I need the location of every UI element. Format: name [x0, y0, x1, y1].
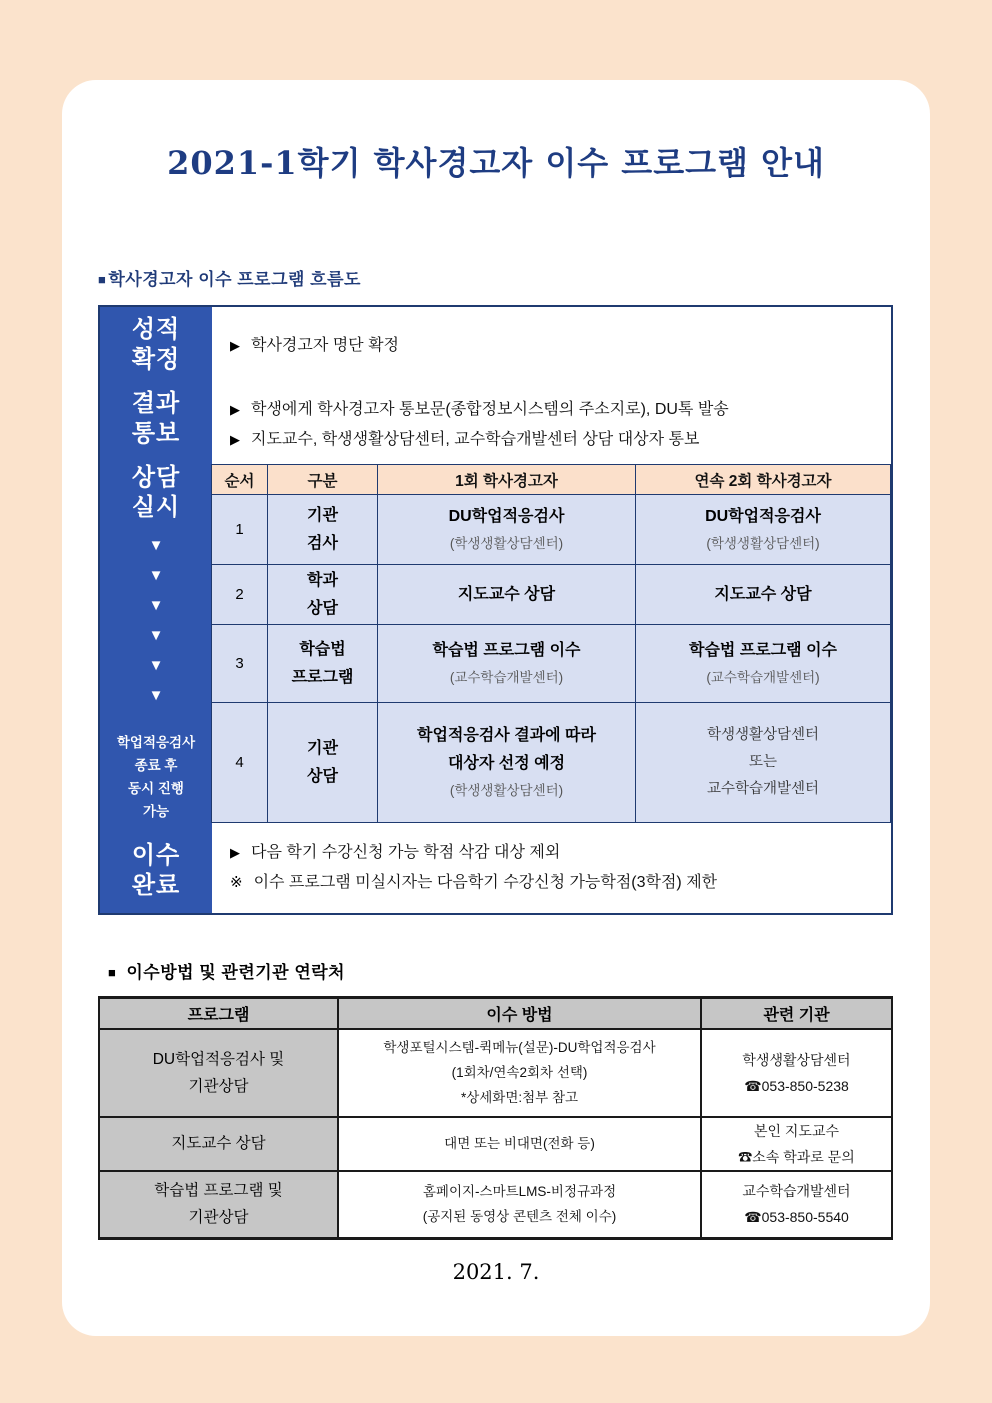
method-line: (공지된 동영상 콘텐츠 전체 이수): [422, 1209, 617, 1225]
method-line: 대면 또는 비대면(전화 등): [444, 1136, 595, 1151]
program-line: 기관상담: [188, 1077, 249, 1095]
bullet-arrow-icon: ▶: [230, 431, 240, 447]
stage-notice-label: [100, 389, 212, 449]
contact-table: [98, 996, 893, 1240]
flow-item: [230, 425, 891, 455]
row-first-warning: [378, 495, 636, 565]
contact-header-org: 관련 기관: [701, 998, 892, 1029]
table-row: [99, 1171, 892, 1239]
contact-header-program: 프로그램: [99, 998, 338, 1029]
program-cell: [99, 1029, 338, 1117]
flow-row-notice: [212, 385, 891, 464]
row-type: [268, 495, 378, 565]
contact-section-heading: [108, 958, 345, 983]
footer-date: 2021. 7.: [452, 1260, 540, 1284]
cell-plain-text: 또는: [748, 754, 777, 770]
row-type: [268, 703, 378, 823]
table-row: [212, 703, 891, 823]
consult-header-no: 순서: [212, 465, 268, 495]
cell-sub-text: (학생생활상담센터): [449, 535, 564, 551]
org-name-line: 교수학습개발센터: [742, 1183, 851, 1200]
down-arrow-icon: ▼: [148, 567, 164, 584]
cell-main-text: 학습법 프로그램 이수: [689, 641, 837, 659]
cell-main-text: 학습법 프로그램 이수: [432, 641, 581, 659]
cell-plain-text: 학생생활상담센터: [706, 727, 820, 743]
stage-complete-label: [100, 841, 212, 901]
row-type-line: 학과: [307, 571, 338, 589]
program-cell: [99, 1171, 338, 1239]
down-arrow-icon: ▼: [148, 627, 164, 644]
flow-item-text: 학사경고자 명단 확정: [251, 337, 399, 354]
consult-table-header-row: [212, 465, 891, 495]
org-cell: [701, 1117, 892, 1171]
cell-plain-text: 교수학습개발센터: [706, 781, 820, 797]
contact-table-header-row: [99, 998, 892, 1029]
cell-sub-text: (교수학습개발센터): [706, 669, 820, 685]
flow-item-text: 이수 프로그램 미실시자는 다음학기 수강신청 가능학점(3학점) 제한: [253, 873, 718, 891]
flow-item-text: 다음 학기 수강신청 가능 학점 삭감 대상 제외: [251, 843, 561, 861]
flow-section-heading: [98, 265, 361, 290]
org-cell: [701, 1029, 892, 1117]
row-second-warning: [636, 625, 891, 703]
program-line: DU학업적응검사 및: [152, 1050, 285, 1068]
stage-consult-note-line3: 동시 진행: [128, 781, 184, 796]
page-title: 2021-1학기 학사경고자 이수 프로그램 안내: [167, 144, 825, 182]
cell-main-text: 대상자 선정 예정: [447, 754, 566, 772]
org-phone-line: ☎053-850-5540: [744, 1209, 849, 1226]
flow-item: [230, 331, 891, 361]
down-arrow-icon: ▼: [148, 687, 164, 704]
stage-grade-line1: 성적: [131, 316, 181, 343]
square-bullet-icon: ■: [98, 272, 107, 287]
table-row: [212, 495, 891, 565]
row-second-warning: [636, 495, 891, 565]
consult-header-second: 연속 2회 학사경고자: [636, 465, 891, 495]
program-cell: [99, 1117, 338, 1171]
flow-row-grade: [212, 307, 891, 385]
document-card: [62, 80, 930, 1336]
row-first-warning: [378, 703, 636, 823]
flow-item: [230, 838, 891, 868]
method-line: 학생포털시스템-퀵메뉴(설문)-DU학업적응검사: [383, 1040, 656, 1055]
program-line: 학습법 프로그램 및: [154, 1182, 283, 1200]
cell-main-text: 지도교수 상담: [714, 585, 812, 603]
cell-sub-text: (교수학습개발센터): [449, 669, 564, 685]
stage-complete-line2: 완료: [131, 872, 181, 899]
consult-header-type: 구분: [268, 465, 378, 495]
flow-arrows: [100, 531, 212, 711]
table-row: [99, 1029, 892, 1117]
stage-grade-label: [100, 315, 212, 375]
row-first-warning: [378, 565, 636, 625]
stage-consult-note: [100, 731, 212, 823]
row-no: 3: [212, 625, 268, 703]
stage-consult-label: [100, 463, 212, 523]
stage-complete-line1: 이수: [131, 842, 181, 869]
flow-section-heading-label: 학사경고자 이수 프로그램 흐름도: [108, 270, 361, 289]
stage-consult-line2: 실시: [131, 494, 181, 521]
method-cell: [338, 1117, 701, 1171]
bullet-arrow-icon: ▶: [230, 401, 240, 417]
method-cell: [338, 1171, 701, 1239]
row-second-warning: [636, 565, 891, 625]
method-line: *상세화면:첨부 참고: [460, 1090, 579, 1105]
square-bullet-icon: ■: [108, 965, 117, 980]
row-type-line: 프로그램: [291, 668, 354, 686]
row-type-line: 상담: [307, 599, 338, 617]
cell-main-text: 학업적응검사 결과에 따라: [417, 726, 596, 744]
method-line: (1회차/연속2회차 선택): [451, 1065, 588, 1080]
bullet-arrow-icon: ▶: [230, 844, 240, 860]
flow-item: [230, 395, 891, 425]
cell-main-text: DU학업적응검사: [448, 507, 565, 525]
flow-item: [230, 868, 891, 898]
row-first-warning: [378, 625, 636, 703]
reference-mark-icon: ※: [230, 873, 243, 891]
stage-grade-line2: 확정: [131, 346, 181, 373]
row-type: [268, 565, 378, 625]
org-phone-line: ☎053-850-5238: [744, 1077, 849, 1094]
row-type-line: 검사: [307, 534, 338, 552]
org-name-line: 학생생활상담센터: [742, 1051, 851, 1068]
row-type-line: 학습법: [299, 640, 346, 658]
row-type-line: 기관: [307, 739, 338, 757]
flow-table: [98, 305, 893, 915]
cell-main-text: 지도교수 상담: [457, 585, 556, 603]
contact-section-heading-label: 이수방법 및 관련기관 연락처: [126, 963, 346, 982]
stage-consult-note-line1: 학업적응검사: [116, 735, 196, 750]
cell-main-text: DU학업적응검사: [705, 507, 821, 525]
stage-consult-note-line2: 종료 후: [134, 758, 178, 773]
method-cell: [338, 1029, 701, 1117]
table-row: [99, 1117, 892, 1171]
row-no: 2: [212, 565, 268, 625]
consult-table: [211, 464, 891, 823]
org-phone-line: ☎소속 학과로 문의: [738, 1148, 855, 1165]
table-row: [212, 625, 891, 703]
org-cell: [701, 1171, 892, 1239]
row-second-warning: [636, 703, 891, 823]
contact-header-method: 이수 방법: [338, 998, 701, 1029]
flow-item-text: 지도교수, 학생생활상담센터, 교수학습개발센터 상담 대상자 통보: [251, 430, 700, 448]
stage-notice-line2: 통보: [131, 420, 181, 447]
stage-consult-note-line4: 가능: [142, 804, 170, 819]
row-type: [268, 625, 378, 703]
down-arrow-icon: ▼: [148, 537, 164, 554]
program-line: 지도교수 상담: [171, 1135, 266, 1152]
cell-sub-text: (학생생활상담센터): [449, 782, 564, 798]
flow-stage-bar: [100, 307, 212, 913]
flow-content: [212, 307, 891, 913]
row-no: 4: [212, 703, 268, 823]
table-row: [212, 565, 891, 625]
program-line: 기관상담: [188, 1209, 249, 1227]
org-name-line: 본인 지도교수: [753, 1122, 840, 1139]
down-arrow-icon: ▼: [148, 657, 164, 674]
row-no: 1: [212, 495, 268, 565]
flow-row-complete: [212, 822, 891, 913]
consult-header-first: 1회 학사경고자: [378, 465, 636, 495]
bullet-arrow-icon: ▶: [230, 338, 240, 353]
flow-item-text: 학생에게 학사경고자 통보문(종합정보시스템의 주소지로), DU톡 발송: [251, 400, 729, 418]
stage-notice-line1: 결과: [131, 390, 181, 417]
row-type-line: 기관: [307, 506, 338, 524]
method-line: 홈페이지-스마트LMS-비정규과정: [422, 1184, 617, 1200]
row-type-line: 상담: [307, 767, 338, 785]
down-arrow-icon: ▼: [148, 597, 164, 614]
stage-consult-line1: 상담: [131, 464, 181, 491]
cell-sub-text: (학생생활상담센터): [706, 535, 820, 551]
